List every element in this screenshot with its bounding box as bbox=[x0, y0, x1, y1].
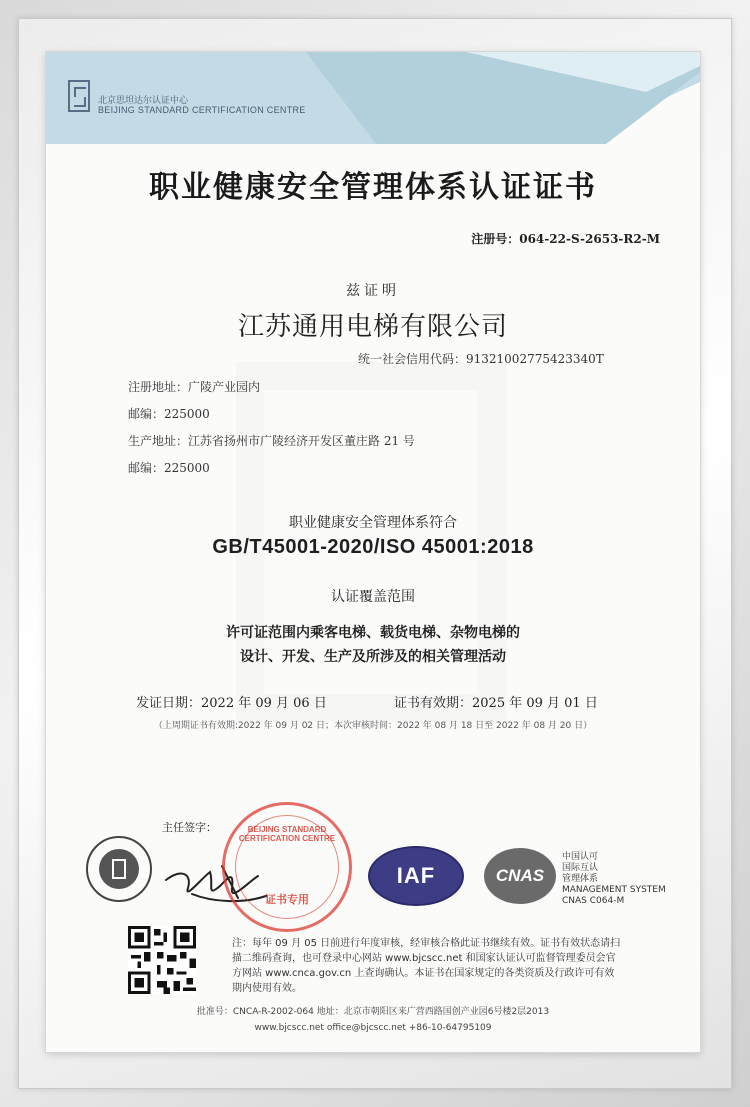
annual-audit-note: 注：每年 09 月 05 日前进行年度审核，经审核合格此证书继续有效。证书有效状态请扫描二维码查询，也可登录中心网站 www.bjcscc.net 和国家认证认可监督管理委员会官方网站 www.cnca.gov.cn 上查询确认。本证书在国家规定的各类资质及行政许可有效期内使用有效。 bbox=[232, 938, 621, 994]
cnas-line: 中国认可 bbox=[562, 852, 599, 862]
scope-line-2: 设计、开发、生产及所涉及的相关管理活动 bbox=[240, 649, 506, 665]
cnas-line: 管理体系 bbox=[562, 874, 599, 884]
certificate-title: 职业健康安全管理体系认证证书 bbox=[149, 170, 597, 205]
registered-address: 注册地址：广陵产业园内 bbox=[128, 380, 261, 394]
issue-date: 发证日期：2022 年 09 月 06 日 bbox=[136, 696, 327, 711]
company-name: 江苏通用电梯有限公司 bbox=[237, 312, 508, 342]
iaf-logo-icon bbox=[368, 846, 464, 906]
iaf-label: IAF bbox=[396, 863, 436, 888]
cnas-label: CNAS bbox=[495, 866, 545, 885]
conformity-text: 职业健康安全管理体系符合 bbox=[289, 515, 457, 531]
center-seal-icon bbox=[86, 836, 152, 902]
approval-address: 批准号：CNCA-R-2002-064 地址：北京市朝阳区来广营西路国创产业园6号楼2层2013 bbox=[196, 1007, 550, 1017]
valid-until-date: 证书有效期：2025 年 09 月 01 日 bbox=[394, 696, 598, 711]
certification-red-seal bbox=[222, 802, 352, 932]
center-logo-icon bbox=[68, 80, 90, 112]
scope-label: 认证覆盖范围 bbox=[331, 589, 415, 605]
cnas-line: MANAGEMENT SYSTEM bbox=[562, 885, 666, 895]
qr-code-icon[interactable] bbox=[128, 926, 196, 994]
cnas-line: 国际互认 bbox=[562, 863, 599, 873]
attest-heading: 兹证明 bbox=[346, 283, 400, 299]
org-name-cn: 北京思坦达尔认证中心 bbox=[98, 96, 189, 106]
postcode-registered: 邮编：225000 bbox=[128, 407, 210, 421]
seal-ring-text: BEIJING STANDARD CERTIFICATION CENTRE bbox=[238, 825, 336, 843]
cnas-line: CNAS C064-M bbox=[562, 896, 625, 906]
cnas-accreditation-text bbox=[562, 852, 666, 907]
director-signature-label: 主任签字： bbox=[162, 821, 217, 834]
registration-number: 注册号：064-22-S-2653-R2-M bbox=[471, 232, 660, 246]
org-name-en: BEIJING STANDARD CERTIFICATION CENTRE bbox=[98, 105, 306, 115]
previous-cycle-note: （上周期证书有效期:2022 年 09 月 02 日；本次审核时间：2022 年 08 月 18 日至 2022 年 08 月 20 日） bbox=[153, 721, 593, 731]
seal-text: 证书专用 bbox=[265, 893, 309, 906]
standard-code: GB/T45001-2020/ISO 45001:2018 bbox=[212, 536, 534, 558]
scope-line-1: 许可证范围内乘客电梯、载货电梯、杂物电梯的 bbox=[226, 625, 520, 641]
credit-code: 统一社会信用代码：91321002775423340T bbox=[358, 352, 604, 366]
certificate-paper bbox=[46, 52, 700, 1052]
cnas-logo-icon bbox=[484, 848, 556, 904]
contact-info[interactable]: www.bjcscc.net office@bjcscc.net +86-10-64795109 bbox=[254, 1023, 492, 1033]
production-address: 生产地址：江苏省扬州市广陵经济开发区董庄路 21 号 bbox=[128, 434, 415, 448]
postcode-production: 邮编：225000 bbox=[128, 461, 210, 475]
